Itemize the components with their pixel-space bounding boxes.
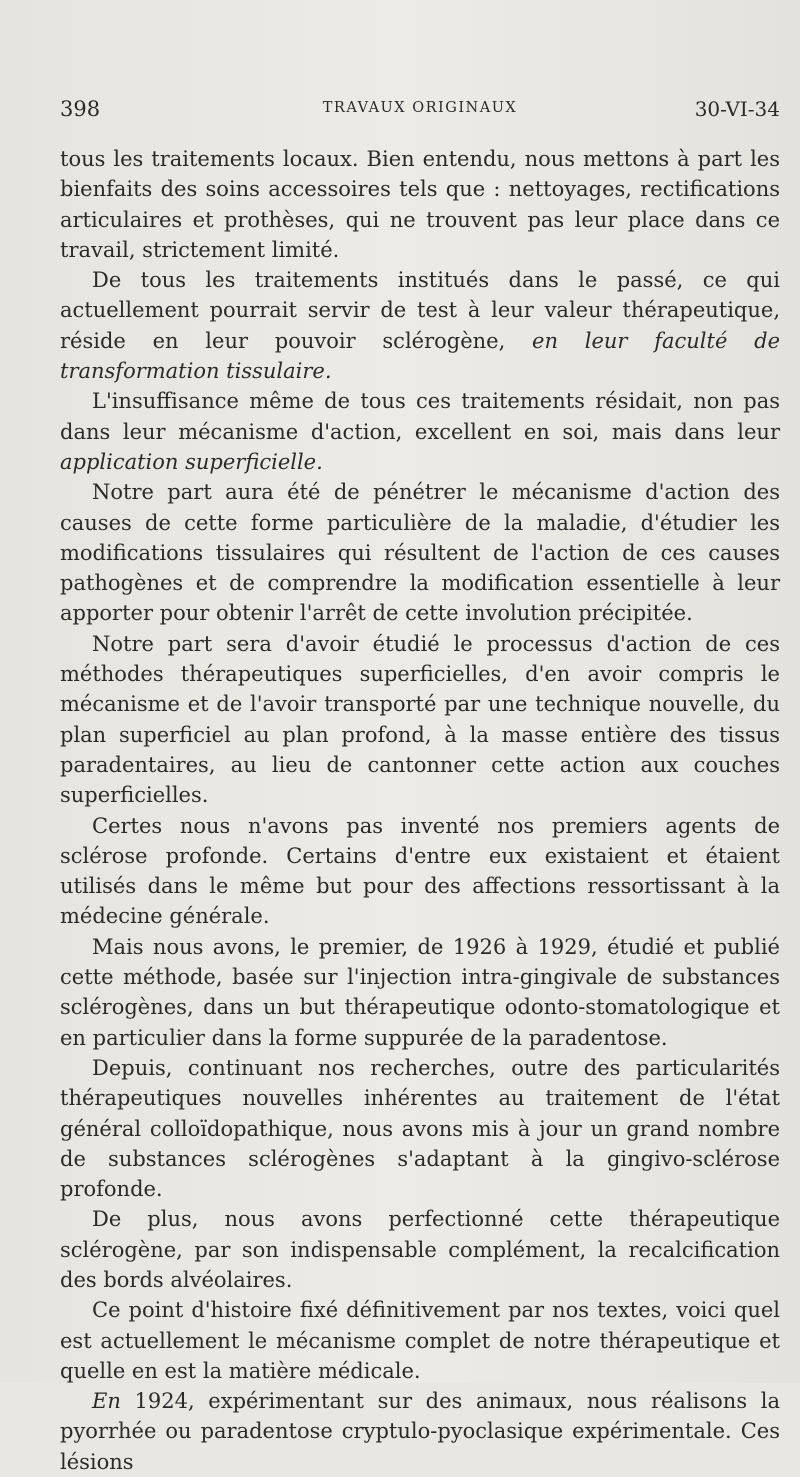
paragraph-11: En 1924, expérimentant sur des animaux, nous réalisons la pyorrhée ou paradentose cryptulo-pyoclasique expérimentale. Ces lésions (60, 1389, 780, 1474)
running-title: TRAVAUX ORIGINAUX (322, 100, 518, 116)
paragraph-6: Certes nous n'avons pas inventé nos premiers agents de sclérose profonde. Certains d'entre eux existaient et étaient utilisés dans le même but pour des affections ressortissant à la médecine générale. (60, 813, 780, 929)
paragraph-4: Notre part aura été de pénétrer le mécanisme d'action des causes de cette forme particulière de la maladie, d'étudier les modifications tissulaires qui résultent de l'action de ces causes pathogènes et de comprendre la modification essentielle à leur apporter pour obtenir l'arrêt de cette involution précipitée. (60, 480, 780, 626)
paragraph-7: Mais nous avons, le premier, de 1926 à 1929, étudié et publié cette méthode, basée sur l'injection intra-gingivale de substances sclérogènes, dans un but thérapeutique odonto-stomatologique et en particulier dans la forme suppurée de la paradentose. (60, 934, 780, 1050)
header-date: 30-VI-34 (694, 97, 780, 121)
page-number: 398 (60, 97, 101, 121)
paragraph-1: tous les traitements locaux. Bien entendu, nous mettons à part les bienfaits des soins accessoires tels que : nettoyages, rectifications articulaires et prothèses, qui ne trouvent pas leur place dans ce travail, strictement limité. (60, 147, 780, 262)
paragraph-10: Ce point d'histoire fixé définitivement par nos textes, voici quel est actuellement le mécanisme complet de notre thérapeutique et quelle en est la matière médicale. (60, 1298, 780, 1383)
paragraph-3: L'insuffisance même de tous ces traitements résidait, non pas dans leur mécanisme d'action, excellent en soi, mais dans leur application superficielle. (60, 389, 780, 474)
paragraph-8: Depuis, continuant nos recherches, outre des particularités thérapeutiques nouvelles inhérentes au traitement de l'état général colloïdopathique, nous avons mis à jour un grand nombre de substances sclérogènes s'adaptant à la gingivo-sclérose profonde. (60, 1055, 780, 1202)
paragraph-9: De plus, nous avons perfectionné cette thérapeutique sclérogène, par son indispensable complément, la recalcification des bords alvéolaires. (60, 1207, 780, 1292)
paragraph-3-emphasis: application superficielle. (60, 449, 323, 474)
paragraph-5: Notre part sera d'avoir étudié le processus d'action de ces méthodes thérapeutiques superficielles, d'en avoir compris le mécanisme et de l'avoir transporté par une technique nouvelle, du plan superficiel au plan profond, à la masse entière des tissus paradentaires, au lieu de cantonner cette action aux couches superficielles. (60, 631, 780, 808)
body-text (60, 144, 780, 1477)
paragraph-2: De tous les traitements institués dans le passé, ce qui actuellement pourrait servir de test à leur valeur thérapeutique, réside en leur pouvoir sclérogène, en leur faculté de transformation tissulaire. (60, 268, 781, 384)
page-header (60, 97, 780, 127)
paragraph-11-emphasis: En (92, 1389, 121, 1414)
paragraph-2-emphasis: en leur faculté de transformation tissulaire. (60, 328, 781, 384)
